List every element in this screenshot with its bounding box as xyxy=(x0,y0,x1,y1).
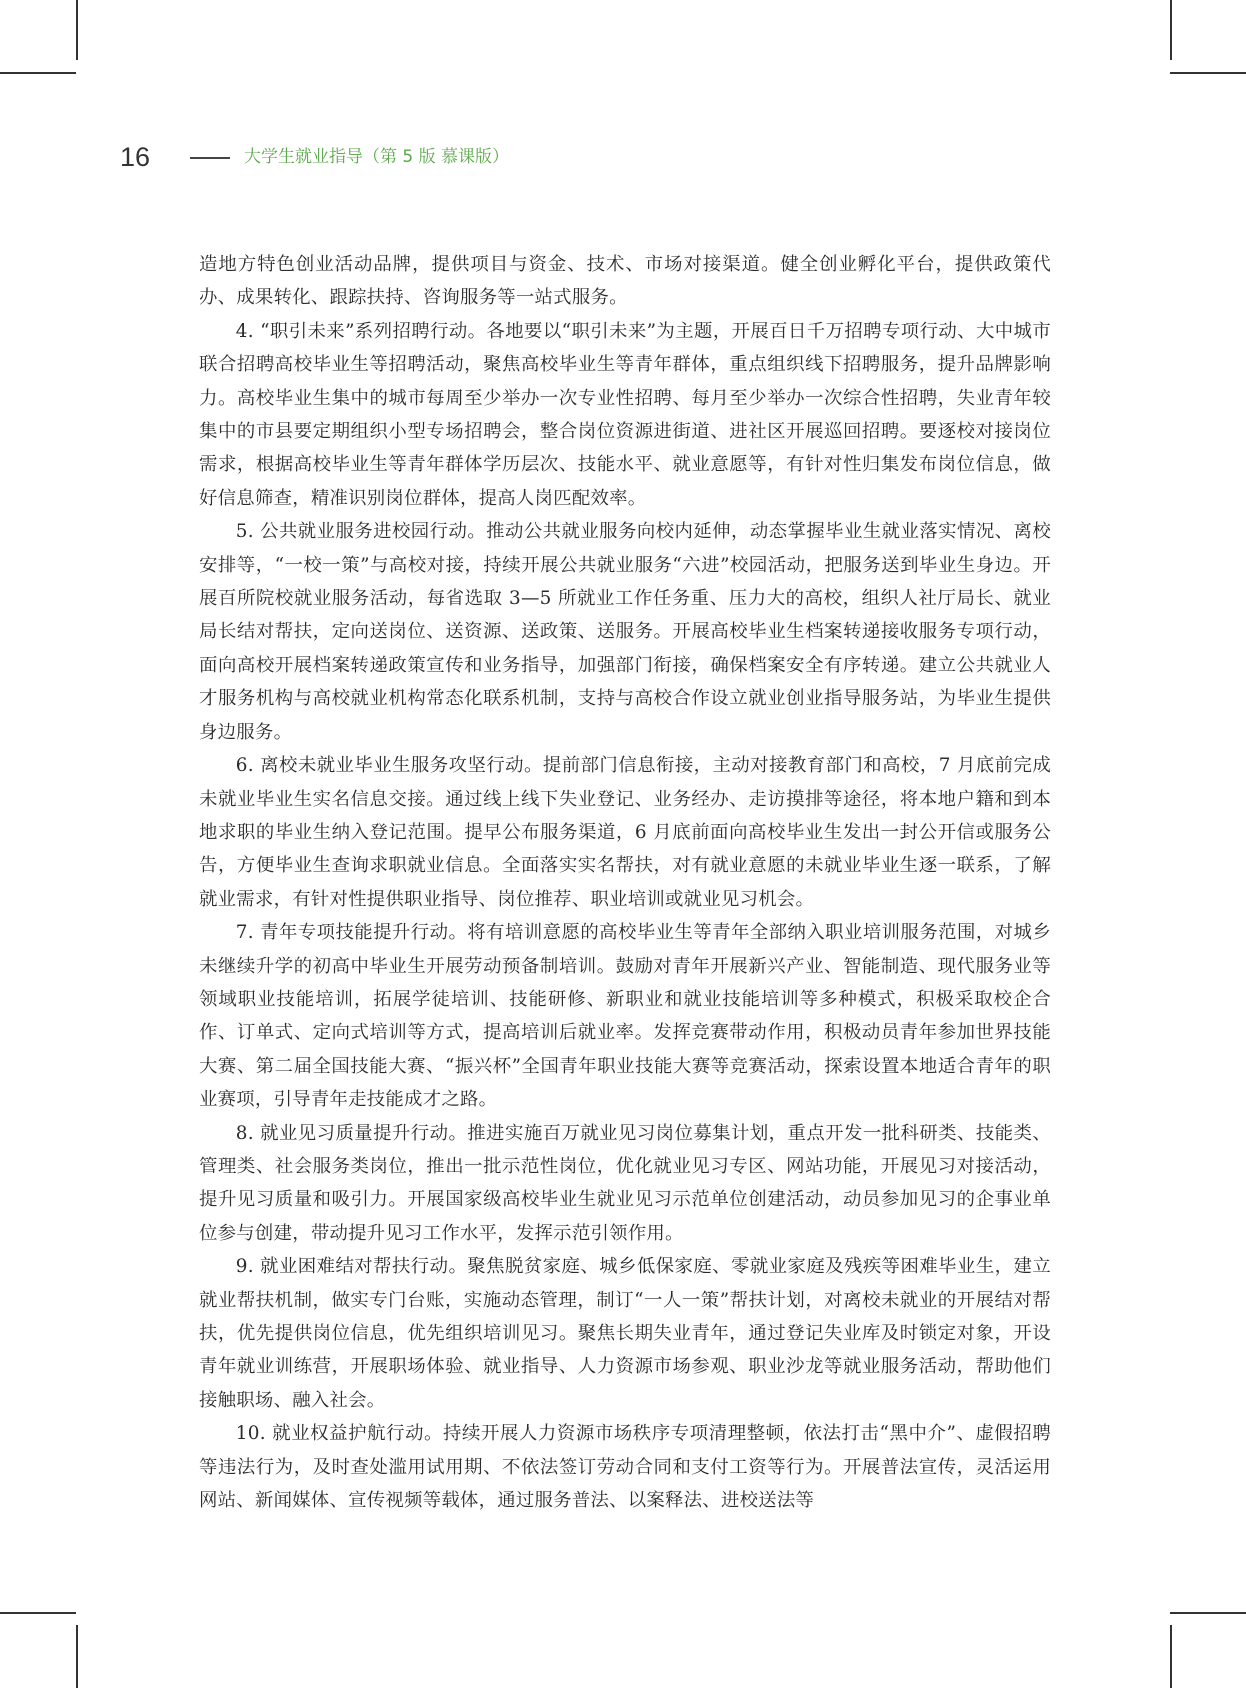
paragraph: 10. 就业权益护航行动。持续开展人力资源市场秩序专项清理整顿，依法打击“黑中介”、虚假招聘等违法行为，及时查处滥用试用期、不依法签订劳动合同和支付工资等行为。开展普法宣传，灵活运用网站、新闻媒体、宣传视频等载体，通过服务普法、以案释法、进校送法等 xyxy=(199,1423,1051,1512)
paragraph: 7. 青年专项技能提升行动。将有培训意愿的高校毕业生等青年全部纳入职业培训服务范围，对城乡未继续升学的初高中毕业生开展劳动预备制培训。鼓励对青年开展新兴产业、智能制造、现代服务业等领域职业技能培训，拓展学徒培训、技能研修、新职业和就业技能培训等多种模式，积极采取校企合作、订单式、定向式培训等方式，提高培训后就业率。发挥竞赛带动作用，积极动员青年参加世界技能大赛、第二届全国技能大赛、“振兴杯”全国青年职业技能大赛等竞赛活动，探索设置本地适合青年的职业赛项，引导青年走技能成才之路。 xyxy=(199,922,1051,1111)
crop-mark xyxy=(0,1612,76,1614)
page-number: 16 xyxy=(120,142,151,172)
crop-mark xyxy=(1170,1625,1172,1688)
crop-mark xyxy=(1170,0,1172,60)
header-rule xyxy=(190,157,230,159)
paragraph: 8. 就业见习质量提升行动。推进实施百万就业见习岗位募集计划，重点开发一批科研类、技能类、管理类、社会服务类岗位，推出一批示范性岗位，优化就业见习专区、网站功能，开展见习对接活动，提升见习质量和吸引力。开展国家级高校毕业生就业见习示范单位创建活动，动员参加见习的企事业单位参与创建，带动提升见习工作水平，发挥示范引领作用。 xyxy=(199,1122,1051,1244)
paragraph: 造地方特色创业活动品牌，提供项目与资金、技术、市场对接渠道。健全创业孵化平台，提供政策代办、成果转化、跟踪扶持、咨询服务等一站式服务。 xyxy=(199,254,1051,309)
paragraph: 5. 公共就业服务进校园行动。推动公共就业服务向校内延伸，动态掌握毕业生就业落实情况、离校安排等，“一校一策”与高校对接，持续开展公共就业服务“六进”校园活动，把服务送到毕业生身边。开展百所院校就业服务活动，每省选取 3—5 所就业工作任务重、压力大的高校，组织人社厅局长、就业局长结对帮扶，定向送岗位、送资源、送政策、送服务。开展高校毕业生档案转递接收服务专项行动，面向高校开展档案转递政策宣传和业务指导，加强部门衔接，确保档案安全有序转递。建立公共就业人才服务机构与高校就业机构常态化联系机制，支持与高校合作设立就业创业指导服务站，为毕业生提供身边服务。 xyxy=(199,521,1051,743)
paragraph: 6. 离校未就业毕业生服务攻坚行动。提前部门信息衔接，主动对接教育部门和高校，7 月底前完成未就业毕业生实名信息交接。通过线上线下失业登记、业务经办、走访摸排等途径，将本地户籍和到本地求职的毕业生纳入登记范围。提早公布服务渠道，6 月底前面向高校毕业生发出一封公开信或服务公告，方便毕业生查询求职就业信息。全面落实实名帮扶，对有就业意愿的未就业毕业生逐一联系，了解就业需求，有针对性提供职业指导、岗位推荐、职业培训或就业见习机会。 xyxy=(199,755,1051,910)
crop-mark xyxy=(1170,72,1246,74)
book-title: 大学生就业指导（第 5 版 慕课版） xyxy=(244,147,510,167)
crop-mark xyxy=(76,1625,78,1688)
body-text xyxy=(199,248,1051,1517)
crop-mark xyxy=(1170,1612,1246,1614)
crop-mark xyxy=(0,72,76,74)
running-header xyxy=(120,140,1120,174)
paragraph: 9. 就业困难结对帮扶行动。聚焦脱贫家庭、城乡低保家庭、零就业家庭及残疾等困难毕业生，建立就业帮扶机制，做实专门台账，实施动态管理，制订“一人一策”帮扶计划，对离校未就业的开展结对帮扶，优先提供岗位信息，优先组织培训见习。聚焦长期失业青年，通过登记失业库及时锁定对象，开设青年就业训练营，开展职场体验、就业指导、人力资源市场参观、职业沙龙等就业服务活动，帮助他们接触职场、融入社会。 xyxy=(199,1256,1051,1411)
paragraph: 4. “职引未来”系列招聘行动。各地要以“职引未来”为主题，开展百日千万招聘专项行动、大中城市联合招聘高校毕业生等招聘活动，聚焦高校毕业生等青年群体，重点组织线下招聘服务，提升品牌影响力。高校毕业生集中的城市每周至少举办一次专业性招聘、每月至少举办一次综合性招聘，失业青年较集中的市县要定期组织小型专场招聘会，整合岗位资源进街道、进社区开展巡回招聘。要逐校对接岗位需求，根据高校毕业生等青年群体学历层次、技能水平、就业意愿等，有针对性归集发布岗位信息，做好信息筛查，精准识别岗位群体，提高人岗匹配效率。 xyxy=(199,320,1051,509)
crop-mark xyxy=(76,0,78,60)
